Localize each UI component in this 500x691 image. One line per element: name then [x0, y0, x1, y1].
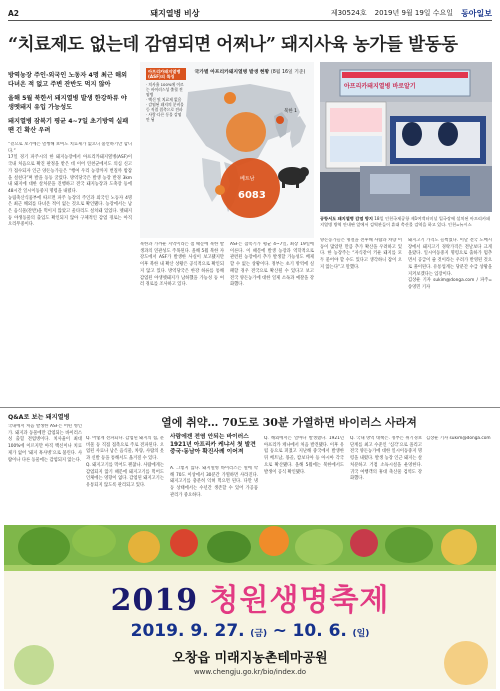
asf-features-title: 아프리카돼지열병 (ASF)의 특징 [146, 68, 186, 80]
body-column-2 [140, 242, 224, 404]
outbreak-bubble-china [226, 112, 266, 152]
body-paragraph: 양돈농가들은 명절을 전후해 사람과 차량 이동이 많았던 만큼 추가 확산을 우려하고 있다. 한 농장주는 “자식같이 키운 돼지를 모두 묻어야 할 수도 있다고 생각하니 잠이 오지 않는다”고 말했다. [320, 238, 402, 270]
edition-number: 제30524호 [330, 9, 367, 17]
qa-column-1 [8, 424, 82, 520]
asf-feature: · 감염된 돼지의 분비물 등 직접 접촉으로 전파 [146, 102, 184, 112]
photo-caption [320, 216, 492, 228]
qa-paragraph: A. 그렇지 않다. 돼지열병 바이러스는 열에 약해 70도 이상에서 30분간 가열하면 사라진다. 돼지고기를 충분히 익혀 먹으면 된다. 다만 냉동 상태에서는 수년간 생존할 수 있어 가공품 관리가 중요하다. [170, 466, 258, 498]
qa-paragraph: Q. 국내 방역 대책은. 정부는 위기경보 단계를 최고 수준인 ‘심각’으로 올리고 전국 양돈농가에 대한 일시이동중지 명령을 내렸다. 발생 농장 인근 돼지는 살처분하고 거점 소독시설을 운영한다. 귀국 여행객의 휴대 축산물 검역도 강화했다. [350, 436, 422, 482]
festival-end-day: (일) [352, 629, 370, 639]
map-title-text: 국가별 아프리카돼지열병 발생 현황 [194, 70, 270, 75]
festival-url: www.chengju.go.kr/bio/index.do [193, 668, 307, 676]
qa-column-4 [264, 436, 344, 520]
body-paragraph: ASF는 잠복기가 평균 4~7일, 최장 19일에 이른다. 이 때문에 발생 농장과 역학적으로 관련된 농장에서 추가 발생할 가능성도 배제할 수 없는 상황이다. 정부는 초기 방역에 실패할 경우 전국으로 확산될 수 있다고 보고 전국 양돈농가에 대한 일제 소독과 예찰을 강화했다. [230, 242, 314, 288]
body-column-4 [320, 238, 402, 404]
map-subtitle: (8월 16일 기준) [270, 70, 306, 75]
festival-name: 청원생명축제 [209, 583, 390, 618]
section-title: 돼지열병 비상 [150, 8, 200, 18]
body-paragraph: 돼지고기 가격도 들썩였다. 이날 전국 도매시장에서 돼지고기 경락가격은 전날보다 크게 올랐다. 일시이동중지 명령으로 출하가 멈추면서 공급이 줄 것이라는 우려가 반영된 것으로 풀이된다. 유통업계는 당분간 수급 상황을 지켜보겠다는 입장이다. [408, 238, 492, 277]
asf-feature: · 사람·다른 동물 감염 안 됨 [146, 112, 182, 122]
qa-section-title: Q&A로 보는 돼지열병 [8, 414, 70, 421]
lead-points [8, 72, 132, 141]
body-paragraph: “겉으로 보기에는 멀쩡해 보여도 치료제가 없으니 불안하기만 합니다.” [8, 142, 132, 154]
lead-point: 돼지열병 잠복기 평균 4~7일 초기방역 실패땐 긴 확산 우려 [8, 118, 129, 134]
festival-end-date: 10. 6. [292, 621, 347, 641]
outbreak-bubble-north-korea [276, 116, 284, 124]
lead-point: 올해 5월 북한서 돼지열병 발생 한강하류 야생멧돼지 유입 가능성도 [8, 95, 127, 111]
asf-feature: · 치사율 100%에 이르는 바이러스성 출혈 전염병 [146, 82, 184, 97]
qa-paragraph: Q. 어떻게 전파되나. 감염된 돼지의 침, 분비물 등 직접 접촉으로 주로 전파된다. 오염된 사료나 남은 음식물, 차량, 사람의 옷과 신발 등을 통해서도 옮겨질 수 있다. [86, 436, 164, 462]
asf-feature: · 백신 및 치료제 없음 [146, 97, 182, 102]
outbreak-bubble-mongolia [224, 92, 236, 104]
qa-column-5 [350, 436, 422, 520]
qa-paragraph: 국내에서 처음 발생한 ASF는 어떤 병인가. 돼지과 동물에만 감염되는 바이러스성 출혈 전염병이다. 치사율이 최대 100%에 이르지만 아직 백신이나 치료제가 없어 ‘돼지 흑사병’으로 불린다. 사람이나 다른 동물에는 감염되지 않는다. [8, 424, 82, 463]
main-headline: “치료제도 없는데 감염되면 어쩌나” 돼지사육 농가들 발동동 [8, 35, 458, 55]
outbreak-bubble-cambodia [215, 185, 225, 195]
label-total-count: 6083 [238, 190, 266, 201]
sub-article-subtitle: 사람에겐 전염 안되는 바이러스 1921년 아프리카 케냐서 첫 발견 중국·동남아 확진사례 이어져 [170, 434, 256, 455]
photo-caption-text: 18일 인천국제공항 제1여객터미널 입국장에 설치된 아프리카돼지열병 방역 안내판 앞에서 검역관들이 휴대 축산물 검역을 하고 있다. 인천=뉴시스 [320, 216, 491, 227]
photo-caption-title: 공항서도 돼지열병 감염 방지 [320, 216, 373, 221]
airport-quarantine-photo [320, 62, 492, 212]
body-column-1 [8, 142, 132, 404]
label-north-korea: 북한 1 [284, 109, 297, 114]
sub-headline: 열에 취약… 70도로 30분 가열하면 바이러스 사라져 [161, 416, 417, 429]
issue-date: 2019년 9월 19일 수요일 [374, 9, 454, 17]
page-number: A2 [8, 8, 20, 18]
section-divider [0, 407, 500, 408]
qa-paragraph: Q. 해외에서는 얼마나 발생했나. 1921년 아프리카 케냐에서 처음 발견됐다. 이후 유럽 등으로 퍼졌고 지난해 중국에서 발생한 뒤 베트남, 몽골, 캄보디아 등 아시아 각국으로 확산됐다. 올해 5월에는 북한에서도 발생이 공식 확인됐다. [264, 436, 344, 475]
body-column-5 [408, 238, 492, 404]
qa-paragraph: Q. 돼지고기를 먹어도 괜찮나. 사람에게는 감염되지 않기 때문에 돼지고기를 먹어도 인체에는 영향이 없다. 감염된 돼지고기는 유통되지 않도록 관리되고 있다. [86, 462, 164, 488]
page-header [8, 6, 492, 21]
qa-column-3 [170, 466, 258, 520]
festival-start-date: 2019. 9. 27. [130, 621, 245, 641]
label-vietnam: 베트남 [240, 176, 255, 182]
festival-start-day: (금) [250, 629, 268, 639]
qa-column-2 [86, 436, 164, 520]
body-paragraph: 농림축산식품부에 따르면 파주 농장의 주인과 외국인 노동자 4명은 최근 해외를 다녀온 적이 없는 것으로 확인됐다. 농장에서는 남은 음식물(잔반)을 먹이지 않았고 울타리도 설치돼 있었다. 멧돼지 등 야생동물의 출입도 확인되지 않아 구체적인 감염 경로는 아직 오리무중이다. [8, 195, 132, 228]
byline: 김상운 기자 sukim@donga.com / 파주=송영민 기자 [408, 278, 492, 290]
festival-advertisement [4, 525, 496, 689]
body-paragraph: 북한과 가까운 지역이라는 점 때문에 북한 발생과의 연관성도 주목된다. 올해 5월 북한 자강도에서 ASF가 발생한 사실이 보고됐지만 이후 북한 내 확산 상황은 공식적으로 확인되지 않고 있다. 방역당국은 한강 하류를 통해 감염된 야생멧돼지가 남하했을 가능성 등 여러 경로를 조사하고 있다. [140, 242, 224, 288]
body-paragraph: 17일 경기 파주시의 한 돼지농장에서 아프리카돼지열병(ASF)이 국내 처음으로 확진 판정을 받은 데 이어 연천군에서도 의심 신고가 접수되자 인근 양돈농가들은 “행여 우리 농장까지 번질까 밤잠을 설친다”며 발을 동동 굴렀다. 방역당국은 발생 농장 반경 3km 내 돼지에 대한 살처분을 진행하고 전국 돼지농장과 도축장 등에 48시간 일시이동중지 명령을 내렸다. [8, 155, 132, 194]
southeast-asia-landmass [202, 158, 222, 202]
festival-year: 2019 [110, 583, 199, 618]
asia-map [140, 62, 314, 238]
asf-map-graphic [140, 62, 314, 238]
body-column-3 [230, 242, 314, 404]
festival-venue: 오창읍 미래지농촌테마공원 [172, 651, 328, 666]
paper-logo: 동아일보 [461, 7, 492, 18]
japan-islands [290, 116, 306, 148]
byline: 김상운 기자 sukim@donga.com [426, 436, 491, 441]
festival-title [4, 575, 496, 619]
outbreak-bubble-vietnam [220, 158, 280, 218]
festival-dates [4, 621, 496, 641]
photo-illustration [320, 62, 492, 212]
date-separator: ~ [272, 621, 287, 641]
lead-point: 방역농장 주인·외국인 노동자 4명 최근 해외 다녀온 적 없고 주변 잔반도 먹지 않아 [8, 72, 128, 88]
photo-sign-text: 아프리카돼지열병 바로알기 [344, 83, 416, 90]
header-meta [331, 8, 492, 19]
qa-column-6 [426, 436, 492, 520]
